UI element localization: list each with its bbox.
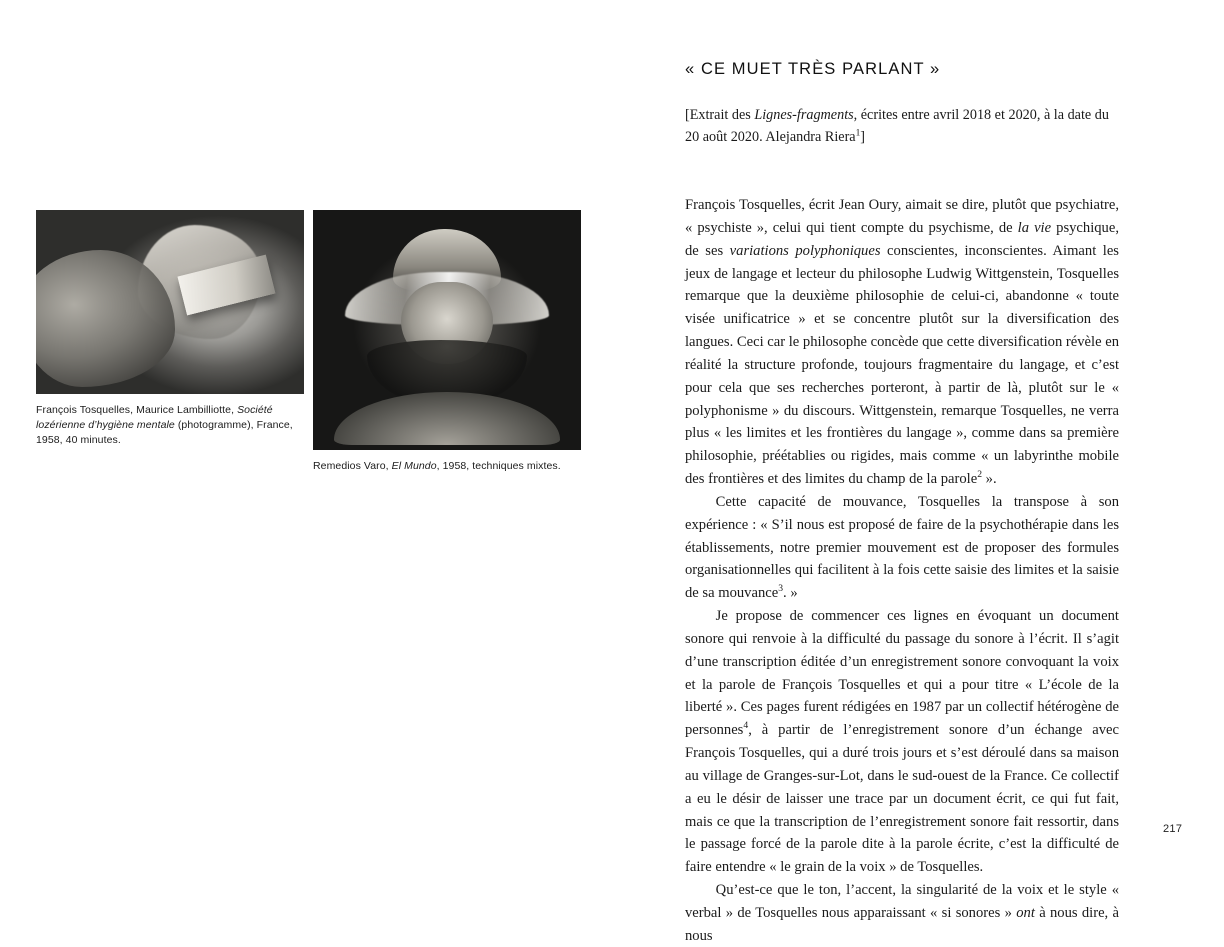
mound-shape [334, 392, 559, 445]
page-title: « CE MUET TRÈS PARLANT » [685, 60, 941, 78]
photograph-varo-el-mundo [313, 210, 581, 450]
figure-varo-el-mundo [313, 210, 581, 474]
body-text [685, 194, 1119, 947]
paragraph: Qu’est-ce que le ton, l’accent, la singularité de la voix et le style « verbal » de Tosquelles nous apparaissant « si sonores » ont à nous dire, à nous [685, 882, 1119, 944]
stone-shape [36, 250, 175, 386]
figure-caption: Remedios Varo, El Mundo, 1958, techniques mixtes. [313, 460, 561, 472]
page-number: 217 [1163, 823, 1183, 835]
photograph-tosquelles-lambilliotte [36, 210, 304, 394]
source-note: [Extrait des Lignes-fragments, écrites entre avril 2018 et 2020, à la date du 20 août 2020. Alejandra Riera$^1$] [685, 107, 1109, 145]
paragraph: Cette capacité de mouvance, Tosquelles la transpose à son expérience : « S’il nous est proposé de faire de la psychothérapie dans les établissements, notre premier mouvement est de proposer des formules organisationnelles qui facilitent à la fois cette saisie des limites et la saisie de sa mouvance$^3$. » [685, 493, 1119, 602]
figure-caption: François Tosquelles, Maurice Lambilliotte, Société lozérienne d’hygiène mentale (photogramme), France, 1958, 40 minutes. [36, 404, 293, 446]
paragraph: François Tosquelles, écrit Jean Oury, aimait se dire, plutôt que psychiatre, « psychiste », celui qui tient compte du psychisme, de la vie psychique, de ses variations polyphoniques conscientes, inconscientes. Aimant les jeux de langage et lecteur du philosophe Ludwig Wittgenstein, Tosquelles remarque que la deuxième philosophie de celui-ci, abandonne « toute visée unificatrice » et se concentre plutôt sur la diversification des langues. Ceci car le philosophe concède que cette diversification révèle en réalité la structure profonde, toujours fragmentaire du langage, et c’est pour cela que ses recherches porteront, à partir de là, plutôt sur le « polyphonisme » du discours. Wittgenstein, remarque Tosquelles, ne verra plus « les limites et les frontières du langage », comme dans sa première philosophie, préétablies ou rigides, mais comme « un labyrinthe mobile des frontières et des limites du champ de la parole$^2$ ». [685, 197, 1119, 488]
paragraph: Je propose de commencer ces lignes en évoquant un document sonore qui renvoie à la difficulté du passage du sonore à l’écrit. Il s’agit d’une transcription éditée d’un enregistrement sonore convoquant la voix et la parole de François Tosquelles et qui a pour titre « L’école de la liberté ». Ces pages furent rédigées en 1987 par un collectif hétérogène de personnes$^4$, à partir de l’enregistrement sonore d’un échange avec François Tosquelles, qui a duré trois jours et s’est déroulé dans sa maison au village de Granges-sur-Lot, dans le sud-ouest de la France. Ce collectif a eu le désir de laisser une trace par un document écrit, ce qui fut fait, mais ce que la transcription de l’enregistrement sonore fait ressortir, dans le passage forcé de la parole dite à la parole écrite, c’est la difficulté de faire entendre « le grain de la voix » de Tosquelles. [685, 608, 1119, 876]
text-column [685, 60, 1119, 947]
figure-tosquelles-lambilliotte [36, 210, 304, 448]
